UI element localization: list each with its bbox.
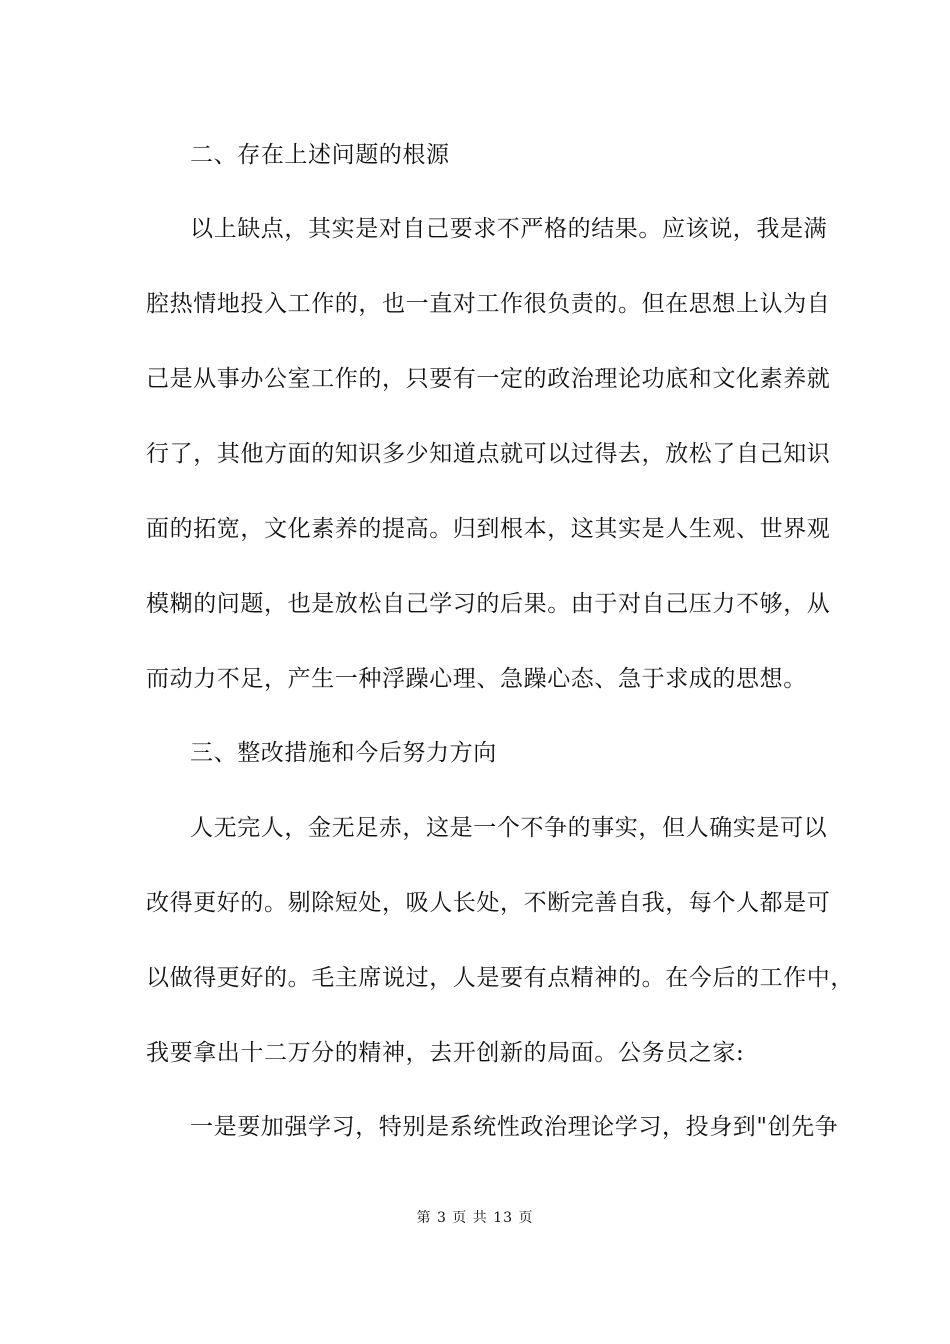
- paragraph-line: 模糊的问题，也是放松自己学习的后果。由于对自己压力不够，从: [146, 591, 831, 617]
- paragraph-line: 一是要加强学习，特别是系统性政治理论学习，投身到"创先争: [190, 1114, 839, 1140]
- paragraph-line: 行了，其他方面的知识多少知道点就可以过得去，放松了自己知识: [146, 441, 831, 467]
- page-number-footer: 第 3 页 共 13 页: [416, 1210, 534, 1226]
- paragraph-line: 己是从事办公室工作的，只要有一定的政治理论功底和文化素养就: [146, 366, 831, 392]
- paragraph-line: 面的拓宽，文化素养的提高。归到根本，这其实是人生观、世界观: [146, 516, 831, 542]
- paragraph-line: 腔热情地投入工作的，也一直对工作很负责的。但在思想上认为自: [146, 291, 831, 317]
- section-heading-2: 二、存在上述问题的根源: [190, 142, 450, 168]
- paragraph-line: 我要拿出十二万分的精神，去开创新的局面。公务员之家:: [146, 1040, 745, 1066]
- paragraph-line: 以上缺点，其实是对自己要求不严格的结果。应该说，我是满: [190, 216, 828, 242]
- paragraph-line: 改得更好的。剔除短处，吸人长处，不断完善自我，每个人都是可: [146, 890, 831, 916]
- paragraph-line: 人无完人，金无足赤，这是一个不争的事实，但人确实是可以: [190, 815, 828, 841]
- paragraph-line: 而动力不足，产生一种浮躁心理、急躁心态、急于求成的思想。: [146, 666, 807, 692]
- paragraph-line: 以做得更好的。毛主席说过，人是要有点精神的。在今后的工作中，: [146, 965, 854, 991]
- section-heading-3: 三、整改措施和今后努力方向: [190, 740, 497, 766]
